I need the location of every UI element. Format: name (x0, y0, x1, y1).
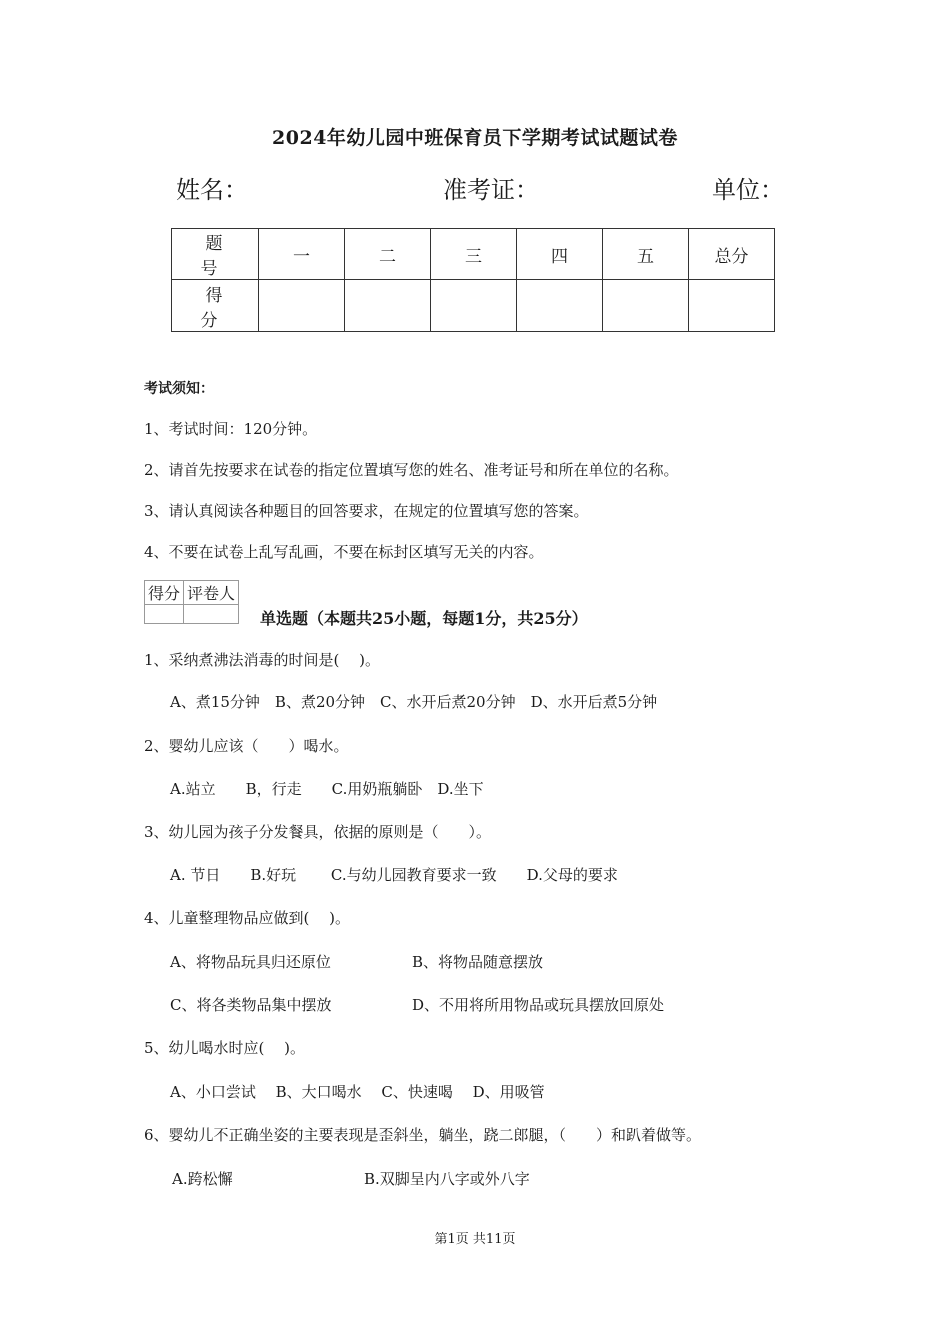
score-label: 得 分 (172, 280, 259, 332)
section-1-score-cell[interactable] (259, 280, 345, 332)
question-number-label: 题 号 (172, 229, 259, 280)
question-4-option-c: C、将各类物品集中摆放 (170, 996, 332, 1014)
question-1: 1、采纳煮沸法消毒的时间是( )。 (144, 651, 381, 669)
question-2: 2、婴幼儿应该（ ）喝水。 (144, 737, 349, 755)
notice-item: 4、不要在试卷上乱写乱画，不要在标封区填写无关的内容。 (144, 543, 544, 561)
question-6-option-a: A.跨松懈 (172, 1170, 233, 1188)
question-5: 5、幼儿喝水时应( )。 (144, 1039, 306, 1057)
score-table (171, 228, 775, 332)
unit-field-label: 单位： (712, 176, 784, 204)
grader-name-label: 评卷人 (184, 581, 239, 605)
total-header: 总分 (689, 229, 775, 280)
section-3-header: 三 (431, 229, 517, 280)
section-5-score-cell[interactable] (603, 280, 689, 332)
question-3: 3、幼儿园为孩子分发餐具，依据的原则是（ ）。 (144, 823, 492, 841)
score-table-header-row (172, 229, 775, 280)
score-table-score-row (172, 280, 775, 332)
section-1-header: 一 (259, 229, 345, 280)
section-2-score-cell[interactable] (345, 280, 431, 332)
question-4-option-d: D、不用将所用物品或玩具摆放回原处 (412, 996, 665, 1014)
name-field-label: 姓名： (176, 176, 248, 204)
notice-heading: 考试须知： (144, 381, 214, 397)
notice-item: 2、请首先按要求在试卷的指定位置填写您的姓名、准考证号和所在单位的名称。 (144, 461, 679, 479)
section-3-score-cell[interactable] (431, 280, 517, 332)
grader-score-label: 得分 (145, 581, 184, 605)
question-4-option-b: B、将物品随意摆放 (412, 953, 544, 971)
question-5-options: A、小口尝试 B、大口喝水 C、快速喝 D、用吸管 (170, 1083, 545, 1101)
question-4-option-a: A、将物品玩具归还原位 (170, 953, 331, 971)
question-6: 6、婴幼儿不正确坐姿的主要表现是歪斜坐，躺坐，跷二郎腿，（ ）和趴着做等。 (144, 1126, 702, 1144)
section-2-header: 二 (345, 229, 431, 280)
exam-title: 2024年幼儿园中班保育员下学期考试试题试卷 (272, 127, 678, 149)
grader-box (144, 580, 239, 624)
grader-score-cell[interactable] (145, 605, 184, 624)
page-footer: 第1页 共11页 (434, 1232, 516, 1247)
notice-item: 3、请认真阅读各种题目的回答要求，在规定的位置填写您的答案。 (144, 502, 589, 520)
section-title: 单选题（本题共25小题，每题1分，共25分） (260, 609, 588, 628)
exam-id-field-label: 准考证： (443, 176, 539, 204)
notice-item: 1、考试时间：120分钟。 (144, 420, 318, 438)
section-5-header: 五 (603, 229, 689, 280)
question-6-option-b: B.双脚呈内八字或外八字 (364, 1170, 530, 1188)
section-4-header: 四 (517, 229, 603, 280)
question-2-options: A.站立 B，行走 C.用奶瓶躺卧 D.坐下 (170, 780, 484, 798)
question-3-options: A. 节日 B.好玩 C.与幼儿园教育要求一致 D.父母的要求 (170, 866, 618, 884)
question-1-options: A、煮15分钟 B、煮20分钟 C、水开后煮20分钟 D、水开后煮5分钟 (170, 693, 658, 711)
question-4: 4、儿童整理物品应做到( )。 (144, 909, 351, 927)
section-4-score-cell[interactable] (517, 280, 603, 332)
grader-name-cell[interactable] (184, 605, 239, 624)
total-score-cell[interactable] (689, 280, 775, 332)
